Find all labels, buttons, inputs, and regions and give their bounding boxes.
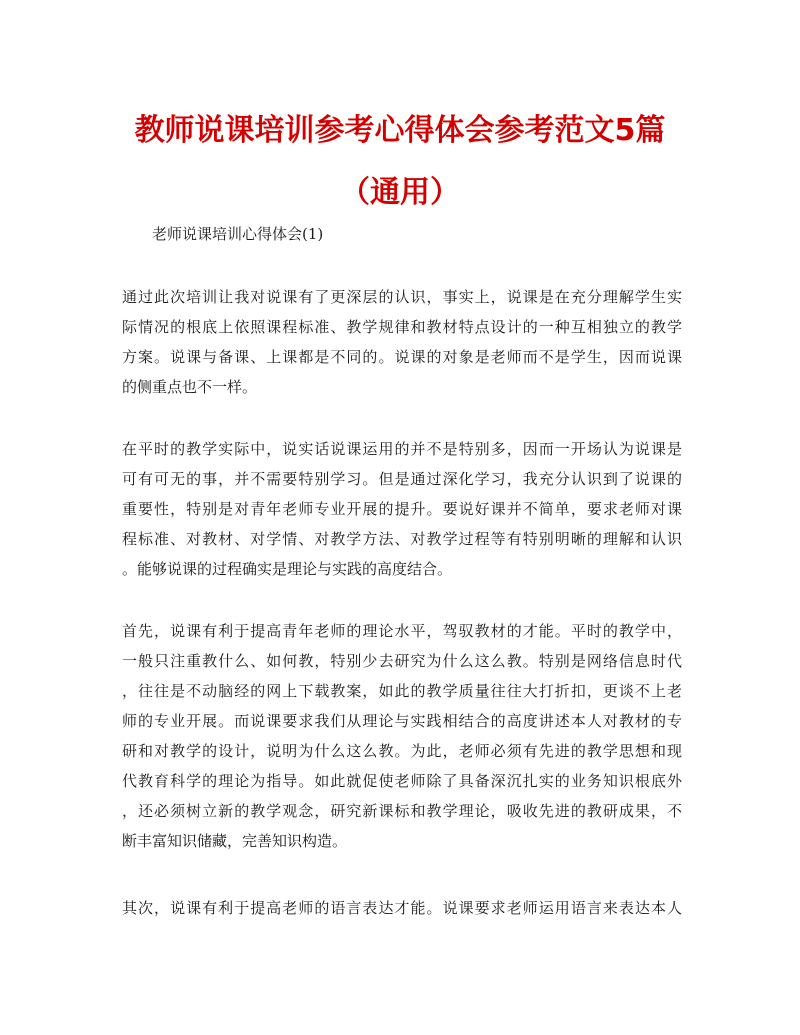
paragraph-line: 际情况的根底上依照课程标准、教学规律和教材特点设计的一种互相独立的教学 xyxy=(122,318,682,336)
paragraph-1 xyxy=(122,282,682,402)
paragraph-line: 程标准、对教材、对学情、对教学方法、对教学过程等有特别明晰的理解和认识 xyxy=(122,530,682,548)
document-subtitle: 老师说课培训心得体会(1) xyxy=(152,225,324,243)
paragraph-3 xyxy=(122,616,682,856)
paragraph-line: 其次，说课有利于提高老师的语言表达才能。说课要求老师运用语言来表达本人 xyxy=(122,899,682,917)
paragraph-line: 首先，说课有利于提高青年老师的理论水平，驾驭教材的才能。平时的教学中， xyxy=(122,622,682,640)
paragraph-4 xyxy=(122,893,682,923)
paragraph-line: 方案。说课与备课、上课都是不同的。说课的对象是老师而不是学生，因而说课 xyxy=(122,348,682,366)
paragraph-line: ，还必须树立新的教学观念，研究新课标和教学理论，吸收先进的教研成果，不 xyxy=(122,802,682,820)
paragraph-line: 。能够说课的过程确实是理论与实践的高度结合。 xyxy=(122,560,453,578)
paragraph-line: ，往往是不动脑经的网上下载教案，如此的教学质量往往大打折扣，更谈不上老 xyxy=(122,682,682,700)
paragraph-line: 通过此次培训让我对说课有了更深层的认识，事实上，说课是在充分理解学生实 xyxy=(122,288,682,306)
paragraph-line: 代教育科学的理论为指导。如此就促使老师除了具备深沉扎实的业务知识根底外 xyxy=(122,772,682,790)
paragraph-line: 可有可无的事，并不需要特别学习。但是通过深化学习，我充分认识到了说课的 xyxy=(122,470,682,488)
paragraph-line: 在平时的教学实际中，说实话说课运用的并不是特别多，因而一开场认为说课是 xyxy=(122,440,682,458)
paragraph-line: 重要性，特别是对青年老师专业开展的提升。要说好课并不简单，要求老师对课 xyxy=(122,500,682,518)
paragraph-2 xyxy=(122,434,682,584)
paragraph-line: 一般只注重教什么、如何教，特别少去研究为什么这么教。特别是网络信息时代 xyxy=(122,652,682,670)
paragraph-line: 断丰富知识储藏，完善知识构造。 xyxy=(122,832,348,850)
paragraph-line: 研和对教学的设计，说明为什么这么教。为此，老师必须有先进的教学思想和现 xyxy=(122,742,682,760)
document-title-line-2: （通用） xyxy=(340,175,460,210)
document-title-line-1: 教师说课培训参考心得体会参考范文5篇 xyxy=(134,113,666,148)
paragraph-line: 师的专业开展。而说课要求我们从理论与实践相结合的高度讲述本人对教材的专 xyxy=(122,712,682,730)
paragraph-line: 的侧重点也不一样。 xyxy=(122,378,258,396)
